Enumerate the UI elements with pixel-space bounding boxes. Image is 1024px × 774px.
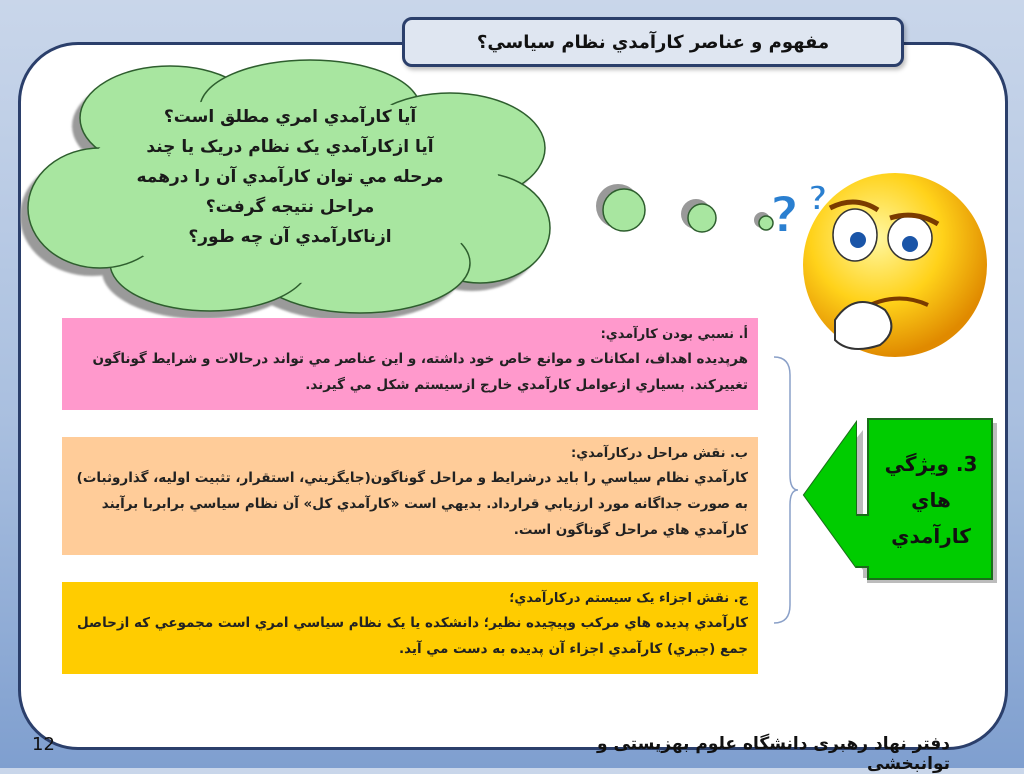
cloud-text [120,102,460,252]
thought-cloud [20,58,560,318]
box-components [62,582,758,674]
page-number: 12 [32,734,55,755]
box-body: کارآمدي پديده هاي مرکب وپيچيده نظير؛ دانشکده يا يک نظام سياسي امري است مجموعي که ازحاصل جمع (جبري) کارآمدي اجزاء آن پديده به دست مي آيد. [76,615,748,657]
cloud-line: آيا ازکارآمدي يک نظام دريک يا چند [146,137,434,157]
cloud-line: آيا کارآمدي امري مطلق است؟ [163,107,417,127]
brace-connector [770,355,800,625]
cloud-line: مرحله مي توان کارآمدي آن را درهمه [136,167,444,187]
box-heading: ب. نقش مراحل درکارآمدي: [571,446,748,461]
features-label: 3. ويژگي هاي کارآمدي [884,452,978,548]
cloud-line: مراحل نتيجه گرفت؟ [205,197,375,217]
box-body: هرپديده اهداف، امکانات و موانع خاص خود داشته، و اين عناصر مي تواند درحالات و شرايط گوناگون تغييرکند. بسياري ازعوامل کارآمدي خارج ازسيستم شکل مي گيرند. [92,351,748,393]
box-body: کارآمدي نظام سياسي را بايد درشرايط و مراحل گوناگون(جايگزيني، استقرار، تثبيت اوليه، گذاروثبات) به صورت جداگانه مورد ارزيابي قرارداد. بديهي است «کارآمدي کل» آن نظام سياسي برابربا برآيند کارآمدي هاي مراحل گوناگون است. [76,470,748,538]
box-heading: ج. نقش اجزاء يک سيستم درکارآمدي؛ [509,591,748,606]
thinking-face-icon [760,170,1010,360]
svg-text:?: ? [808,179,828,219]
box-heading: أ. نسبي بودن کارآمدي: [600,327,748,342]
slide-title: مفهوم و عناصر کارآمدي نظام سياسي؟ [402,17,904,67]
svg-text:?: ? [770,186,800,244]
box-stages [62,437,758,555]
box-relativity [62,318,758,410]
cloud-line: ازناکارآمدي آن چه طور؟ [188,227,392,247]
footer-text: دفتر نهاد رهبری دانشگاه علوم بهزیستی و توانبخشی [596,734,950,774]
